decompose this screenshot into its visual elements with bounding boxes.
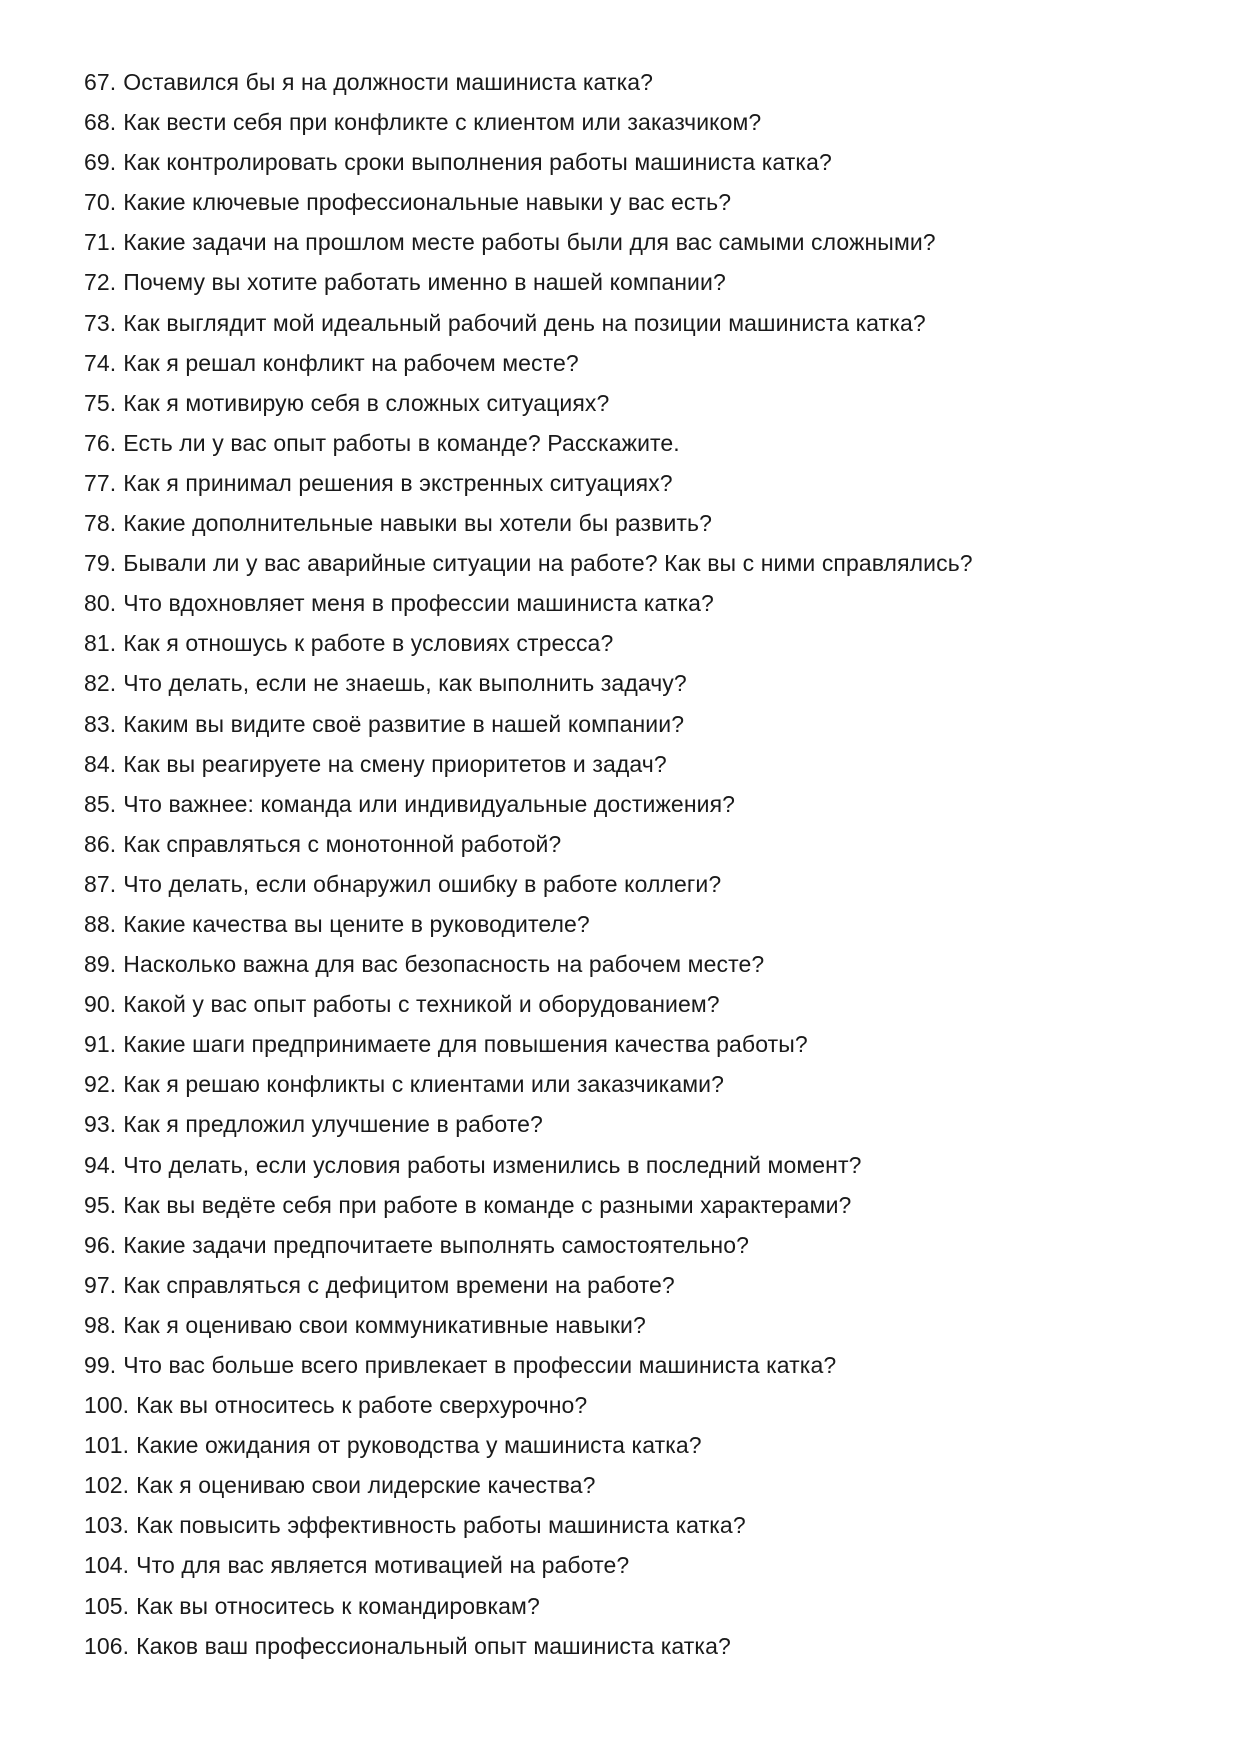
question-number: 97.: [84, 1271, 117, 1298]
question-item: [84, 1345, 1184, 1385]
question-number: 68.: [84, 109, 117, 136]
question-text: Как я отношусь к работе в условиях стресса?: [123, 630, 614, 657]
question-item: [84, 222, 1184, 262]
question-number: 67.: [84, 69, 117, 95]
question-number: 93.: [84, 1111, 117, 1138]
question-item: [84, 1586, 1184, 1626]
question-text: Что делать, если условия работы изменились в последний момент?: [123, 1151, 862, 1178]
question-number: 76.: [84, 429, 117, 456]
question-text: Какие задачи предпочитаете выполнять самостоятельно?: [123, 1231, 749, 1258]
question-text: Что для вас является мотивацией на работе?: [136, 1552, 630, 1579]
question-text: Как я оцениваю свои лидерские качества?: [136, 1472, 596, 1499]
question-text: Какие шаги предпринимаете для повышения качества работы?: [123, 1031, 808, 1058]
question-text: Как контролировать сроки выполнения работы машиниста катка?: [123, 149, 832, 176]
question-text: Какие ожидания от руководства у машиниста катка?: [136, 1432, 702, 1459]
question-text: Как справляться с дефицитом времени на работе?: [123, 1271, 675, 1298]
question-list: [84, 62, 1184, 1666]
question-item: [84, 343, 1184, 383]
question-number: 92.: [84, 1071, 117, 1098]
question-item: [84, 1064, 1184, 1104]
question-number: 86.: [84, 830, 117, 857]
question-text: Каким вы видите своё развитие в нашей компании?: [123, 710, 685, 737]
question-number: 71.: [84, 229, 117, 256]
question-item: [84, 1305, 1184, 1345]
question-number: 72.: [84, 269, 117, 296]
question-text: Как я мотивирую себя в сложных ситуациях?: [123, 389, 610, 416]
question-number: 105.: [84, 1592, 130, 1619]
question-item: [84, 704, 1184, 744]
question-item: [84, 262, 1184, 302]
question-number: 74.: [84, 349, 117, 376]
question-text: Как вы относитесь к командировкам?: [136, 1592, 540, 1619]
question-number: 89.: [84, 951, 117, 978]
question-text: Как повысить эффективность работы машиниста катка?: [136, 1512, 746, 1539]
question-item: [84, 1626, 1184, 1666]
question-number: 75.: [84, 389, 117, 416]
question-text: Есть ли у вас опыт работы в команде? Расскажите.: [123, 429, 680, 456]
question-text: Оставился бы я на должности машиниста катка?: [123, 69, 654, 95]
question-text: Как я предложил улучшение в работе?: [123, 1111, 543, 1138]
question-number: 95.: [84, 1191, 117, 1218]
question-item: [84, 102, 1184, 142]
question-text: Бывали ли у вас аварийные ситуации на работе? Как вы с ними справлялись?: [123, 550, 973, 577]
question-text: Как справляться с монотонной работой?: [123, 830, 562, 857]
question-number: 98.: [84, 1311, 117, 1338]
question-item: [84, 503, 1184, 543]
question-item: [84, 824, 1184, 864]
question-number: 81.: [84, 630, 117, 657]
question-item: [84, 864, 1184, 904]
question-item: [84, 1024, 1184, 1064]
question-text: Насколько важна для вас безопасность на рабочем месте?: [123, 951, 765, 978]
question-item: [84, 62, 1184, 102]
question-text: Какой у вас опыт работы с техникой и оборудованием?: [123, 991, 720, 1018]
question-text: Как я решаю конфликты с клиентами или заказчиками?: [123, 1071, 724, 1098]
question-item: [84, 1505, 1184, 1545]
question-item: [84, 1104, 1184, 1144]
question-item: [84, 784, 1184, 824]
question-item: [84, 142, 1184, 182]
question-number: 102.: [84, 1472, 130, 1499]
question-item: [84, 1145, 1184, 1185]
question-item: [84, 904, 1184, 944]
question-item: [84, 1185, 1184, 1225]
question-number: 91.: [84, 1031, 117, 1058]
question-item: [84, 423, 1184, 463]
question-text: Как вы ведёте себя при работе в команде с разными характерами?: [123, 1191, 852, 1218]
question-number: 99.: [84, 1352, 117, 1378]
question-item: [84, 944, 1184, 984]
question-number: 104.: [84, 1552, 130, 1579]
question-number: 87.: [84, 870, 117, 897]
question-number: 69.: [84, 149, 117, 176]
question-number: 84.: [84, 750, 117, 777]
question-number: 77.: [84, 469, 117, 496]
question-text: Что вдохновляет меня в профессии машиниста катка?: [123, 590, 714, 617]
question-text: Что делать, если не знаешь, как выполнить задачу?: [123, 670, 687, 697]
question-number: 85.: [84, 790, 117, 817]
question-text: Как выглядит мой идеальный рабочий день на позиции машиниста катка?: [123, 309, 926, 336]
question-number: 88.: [84, 910, 117, 937]
question-text: Как вести себя при конфликте с клиентом или заказчиком?: [123, 109, 762, 136]
question-number: 73.: [84, 309, 117, 336]
question-text: Как вы реагируете на смену приоритетов и задач?: [123, 750, 667, 777]
question-number: 103.: [84, 1512, 130, 1539]
question-number: 80.: [84, 590, 117, 617]
question-text: Почему вы хотите работать именно в нашей компании?: [123, 269, 726, 296]
question-number: 100.: [84, 1392, 130, 1419]
question-item: [84, 1225, 1184, 1265]
question-number: 94.: [84, 1151, 117, 1178]
question-item: [84, 543, 1184, 583]
question-text: Какие дополнительные навыки вы хотели бы развить?: [123, 510, 713, 537]
question-item: [84, 583, 1184, 623]
question-number: 106.: [84, 1632, 130, 1659]
question-number: 83.: [84, 710, 117, 737]
question-text: Какие задачи на прошлом месте работы были для вас самыми сложными?: [123, 229, 936, 256]
question-text: Что вас больше всего привлекает в профессии машиниста катка?: [123, 1352, 837, 1378]
question-number: 96.: [84, 1231, 117, 1258]
question-item: [84, 1385, 1184, 1425]
question-number: 82.: [84, 670, 117, 697]
question-item: [84, 1265, 1184, 1305]
question-item: [84, 182, 1184, 222]
question-text: Что важнее: команда или индивидуальные достижения?: [123, 790, 736, 817]
question-text: Какие ключевые профессиональные навыки у вас есть?: [123, 189, 732, 216]
question-item: [84, 383, 1184, 423]
question-item: [84, 463, 1184, 503]
question-number: 70.: [84, 189, 117, 216]
question-item: [84, 623, 1184, 663]
question-item: [84, 984, 1184, 1024]
question-text: Как я оцениваю свои коммуникативные навыки?: [123, 1311, 646, 1338]
question-text: Какие качества вы цените в руководителе?: [123, 910, 590, 937]
question-text: Как вы относитесь к работе сверхурочно?: [136, 1392, 588, 1419]
question-number: 90.: [84, 991, 117, 1018]
question-number: 78.: [84, 510, 117, 537]
question-text: Что делать, если обнаружил ошибку в работе коллеги?: [123, 870, 722, 897]
question-text: Каков ваш профессиональный опыт машиниста катка?: [136, 1632, 731, 1659]
question-text: Как я решал конфликт на рабочем месте?: [123, 349, 579, 376]
question-item: [84, 1545, 1184, 1585]
question-number: 101.: [84, 1432, 130, 1459]
question-item: [84, 1465, 1184, 1505]
question-text: Как я принимал решения в экстренных ситуациях?: [123, 469, 673, 496]
question-item: [84, 744, 1184, 784]
question-item: [84, 1425, 1184, 1465]
question-number: 79.: [84, 550, 117, 577]
question-item: [84, 663, 1184, 703]
question-item: [84, 303, 1184, 343]
